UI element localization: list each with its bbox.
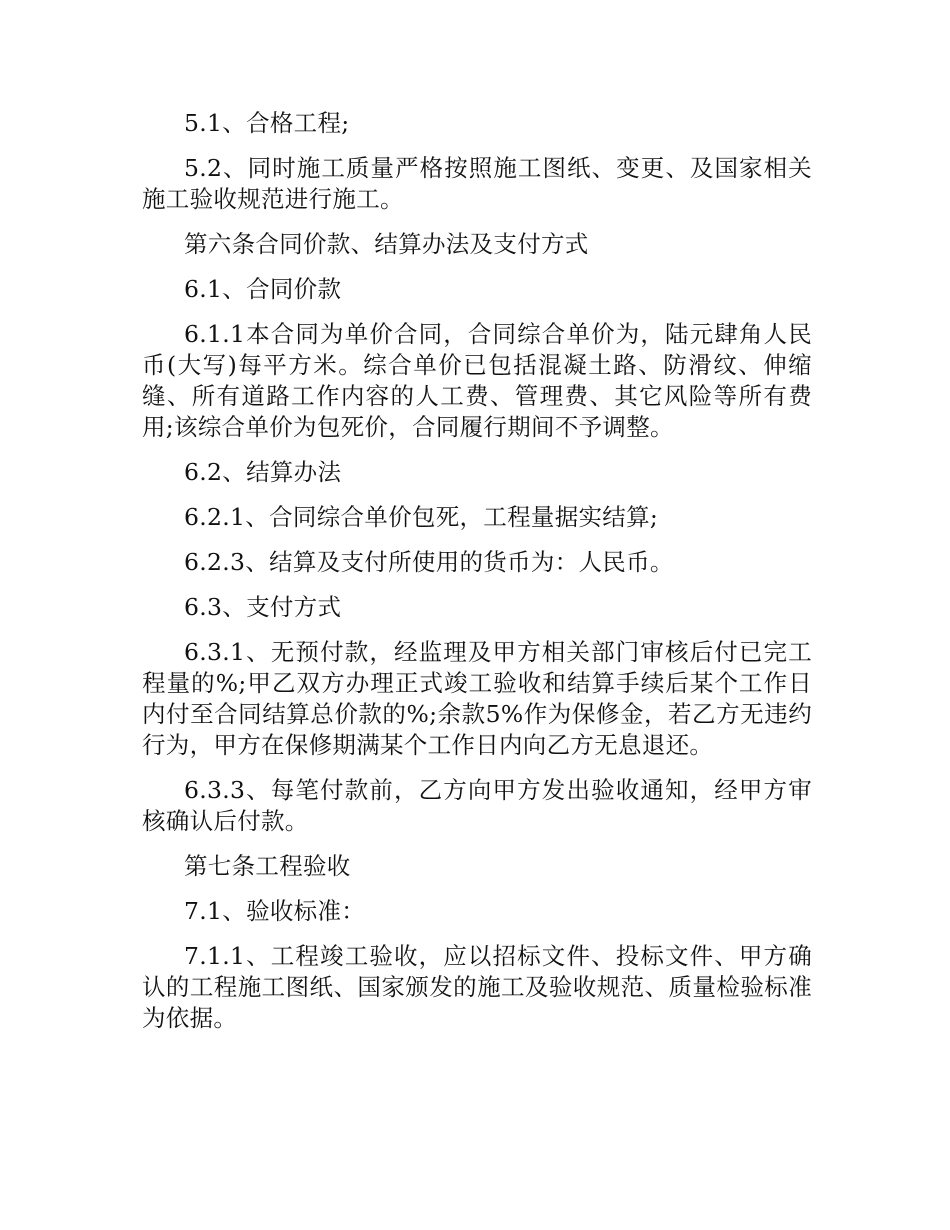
paragraph-6-2-1: 6.2.1、合同综合单价包死，工程量据实结算; (184, 503, 659, 531)
paragraph-5-2: 5.2、同时施工质量严格按照施工图纸、变更、及国家相关施工验收规范进行施工。 (142, 154, 812, 213)
paragraph-7-1-1: 7.1.1、工程竣工验收，应以招标文件、投标文件、甲方确认的工程施工图纸、国家颁发的施工及验收规范、质量检验标准为依据。 (142, 942, 812, 1032)
paragraph-6-2: 6.2、结算办法 (184, 458, 342, 486)
section-heading-article-6: 第六条合同价款、结算办法及支付方式 (184, 230, 589, 258)
section-heading-article-7: 第七条工程验收 (184, 852, 351, 880)
paragraph-6-1-1: 6.1.1本合同为单价合同，合同综合单价为，陆元肆角人民币(大写)每平方米。综合单价已包括混凝土路、防滑纹、伸缩缝、所有道路工作内容的人工费、管理费、其它风险等所有费用;该综合单价为包死价，合同履行期间不予调整。 (142, 320, 812, 441)
paragraph-6-3-1: 6.3.1、无预付款，经监理及甲方相关部门审核后付已完工程量的%;甲乙双方办理正式竣工验收和结算手续后某个工作日内付至合同结算总价款的%;余款5%作为保修金，若乙方无违约行为，甲方在保修期满某个工作日内向乙方无息退还。 (142, 638, 812, 759)
document-body (142, 108, 812, 1048)
paragraph-6-1: 6.1、合同价款 (184, 275, 342, 303)
paragraph-6-2-3: 6.2.3、结算及支付所使用的货币为：人民币。 (184, 548, 674, 576)
paragraph-7-1: 7.1、验收标准： (184, 897, 366, 925)
paragraph-5-1: 5.1、合格工程; (184, 109, 350, 137)
paragraph-6-3-3: 6.3.3、每笔付款前，乙方向甲方发出验收通知，经甲方审核确认后付款。 (142, 776, 812, 835)
paragraph-6-3: 6.3、支付方式 (184, 593, 342, 621)
